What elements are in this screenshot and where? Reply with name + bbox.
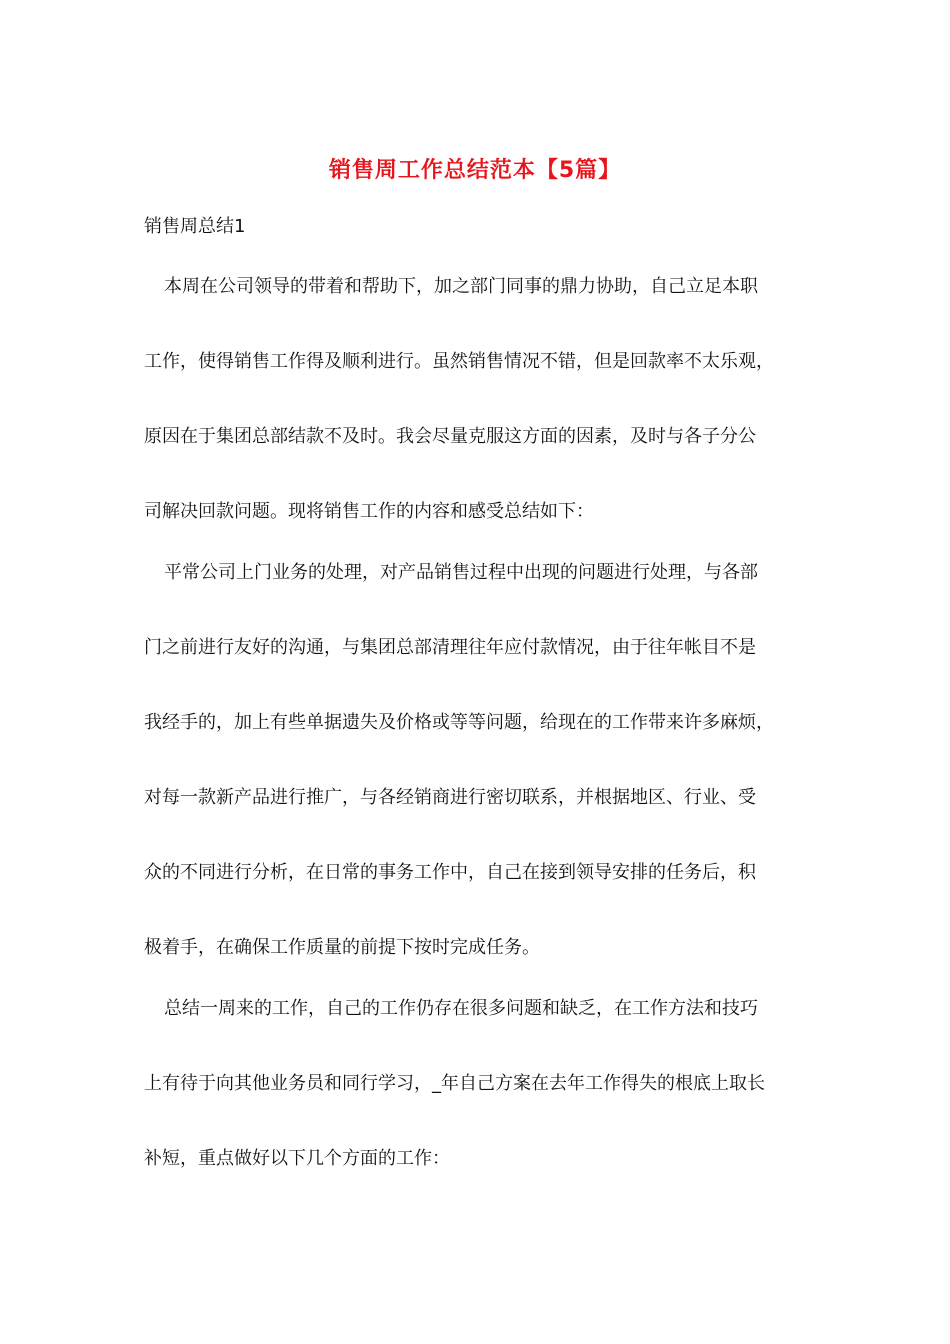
paragraph-line: 总结一周来的工作，自己的工作仍存在很多问题和缺乏，在工作方法和技巧: [164, 998, 758, 1019]
paragraph-line: 上有待于向其他业务员和同行学习，_年自己方案在去年工作得失的根底上取长: [144, 1073, 765, 1094]
paragraph-3: [144, 971, 812, 1196]
paragraph-1: [144, 249, 812, 549]
paragraph-2: [144, 535, 812, 985]
paragraph-line: 平常公司上门业务的处理，对产品销售过程中出现的问题进行处理，与各部: [164, 562, 758, 583]
paragraph-line: 门之前进行友好的沟通，与集团总部清理往年应付款情况，由于往年帐目不是: [144, 637, 756, 658]
paragraph-line: 我经手的，加上有些单据遗失及价格或等等问题，给现在的工作带来许多麻烦，: [144, 712, 774, 733]
paragraph-line: 司解决回款问题。现将销售工作的内容和感受总结如下：: [144, 501, 594, 522]
section-heading: 销售周总结1: [144, 216, 246, 237]
paragraph-line: 极着手，在确保工作质量的前提下按时完成任务。: [144, 937, 540, 958]
paragraph-line: 众的不同进行分析，在日常的事务工作中，自己在接到领导安排的任务后，积: [144, 862, 756, 883]
paragraph-line: 补短，重点做好以下几个方面的工作：: [144, 1148, 450, 1169]
paragraph-line: 本周在公司领导的带着和帮助下，加之部门同事的鼎力协助，自己立足本职: [164, 276, 758, 297]
paragraph-line: 工作，使得销售工作得及顺利进行。虽然销售情况不错，但是回款率不太乐观，: [144, 351, 774, 372]
paragraph-line: 原因在于集团总部结款不及时。我会尽量克服这方面的因素，及时与各子分公: [144, 426, 756, 447]
paragraph-line: 对每一款新产品进行推广，与各经销商进行密切联系，并根据地区、行业、受: [144, 787, 756, 808]
document-title: 销售周工作总结范本【5篇】: [328, 158, 622, 183]
